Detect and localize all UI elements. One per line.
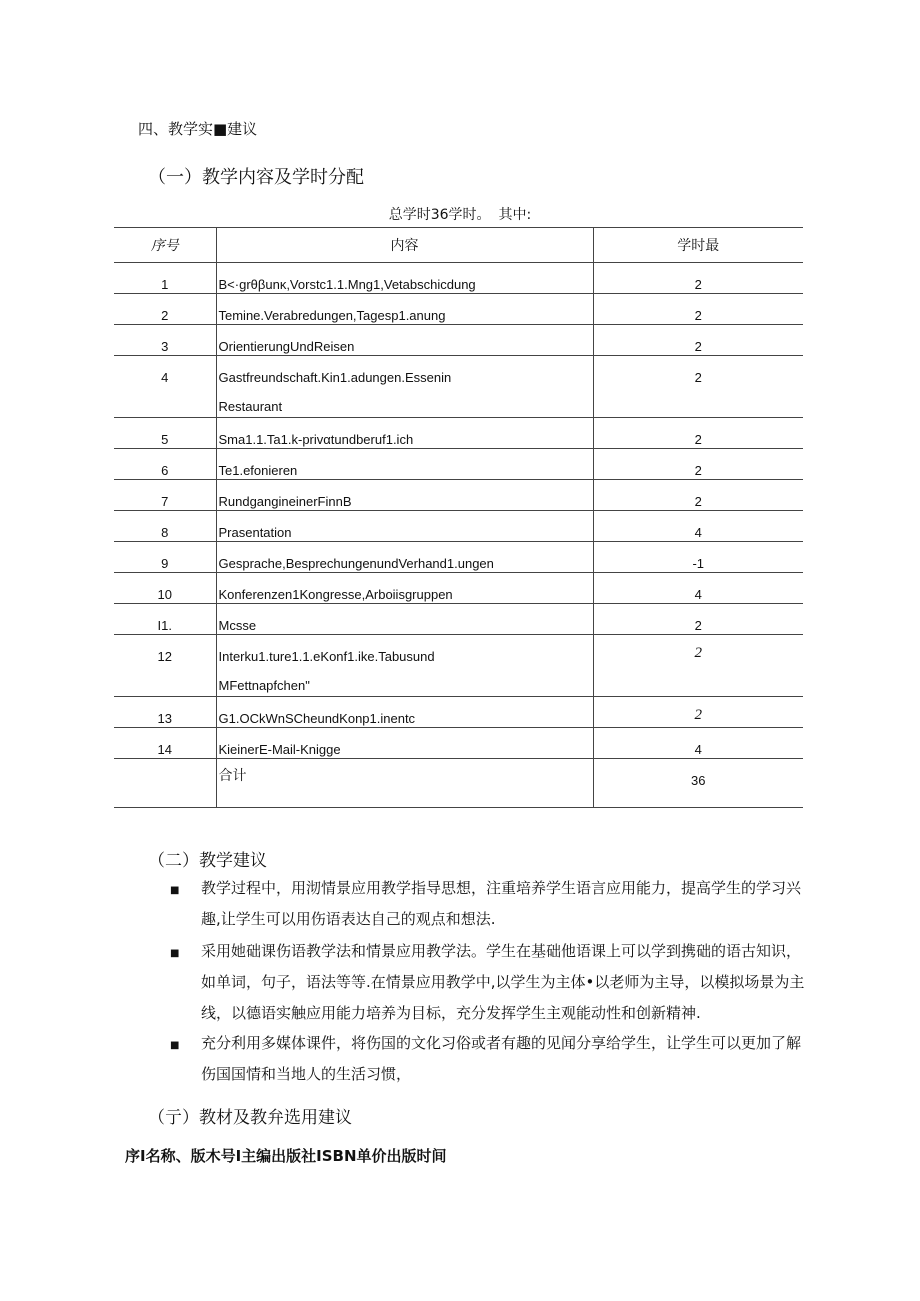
table-row	[114, 418, 803, 449]
bullet-marker-2: ■	[170, 948, 180, 959]
part1-heading: （一）教学内容及学时分配	[148, 167, 364, 188]
row-hours: 2	[593, 356, 803, 418]
table-row	[114, 635, 803, 697]
row-content: Gastfreundschaft.Kin1.adungen.Essenin	[218, 370, 452, 385]
row-seq: 9	[114, 542, 216, 573]
table-row	[114, 325, 803, 356]
row-hours: 2	[593, 604, 803, 635]
row-content-cell	[216, 542, 593, 573]
row-seq: 3	[114, 325, 216, 356]
row-content-cell	[216, 263, 593, 294]
row-hours: 4	[593, 511, 803, 542]
row-content-cell	[216, 356, 593, 418]
bullet-text-2: 采用她础课伤语教学法和情景应用教学法。学生在基础他语课上可以学到携础的语古知识，如单词，句子，语法等等.在情景应用教学中,以学生为主体•以老师为主导，以模拟场景为主线，以德语实触应用能力培养为目标，充分发挥学生主观能动性和创新精神.	[201, 942, 805, 1022]
row-seq: 8	[114, 511, 216, 542]
row-content: Prasentation	[218, 525, 292, 540]
row-seq: I1.	[114, 604, 216, 635]
row-hours: 2	[593, 294, 803, 325]
row-content: Sma1.1.Ta1.k-privαtundberuf1.ich	[218, 432, 414, 447]
row-content-cell	[216, 635, 593, 697]
row-content-cell	[216, 480, 593, 511]
row-content-cell	[216, 418, 593, 449]
row-seq: 5	[114, 418, 216, 449]
row-content: Te1.efonieren	[218, 463, 298, 478]
part3-heading: （亍）教材及教弁选用建议	[148, 1108, 352, 1128]
row-content-cell	[216, 511, 593, 542]
row-seq: 13	[114, 697, 216, 728]
row-content: B<·grθβunκ,Vorstc1.1.Mng1,Vetabschicdung	[218, 277, 476, 292]
table-row	[114, 604, 803, 635]
row-content-cell	[216, 325, 593, 356]
table-row	[114, 294, 803, 325]
row-hours: 2	[593, 449, 803, 480]
row-content: RundgangineinerFinnB	[218, 494, 352, 509]
row-hours: 4	[593, 728, 803, 759]
header-seq: 序号	[114, 228, 216, 263]
row-seq: 14	[114, 728, 216, 759]
row-seq: 10	[114, 573, 216, 604]
row-content-cell	[216, 294, 593, 325]
table-row	[114, 511, 803, 542]
row-seq: 6	[114, 449, 216, 480]
row-hours: -1	[593, 542, 803, 573]
table-row	[114, 480, 803, 511]
row-hours: 4	[593, 573, 803, 604]
total-hours-caption	[0, 204, 920, 224]
row-content: Mcsse	[218, 618, 257, 633]
row-content-cell	[216, 573, 593, 604]
row-content: G1.OCkWnSCheundKonp1.inentc	[218, 711, 416, 726]
table-body	[114, 263, 803, 808]
row-seq: 4	[114, 356, 216, 418]
row-hours: 2	[593, 325, 803, 356]
table-row	[114, 263, 803, 294]
table-row	[114, 356, 803, 418]
table-row	[114, 697, 803, 728]
row-content-cell	[216, 728, 593, 759]
row-seq: 1	[114, 263, 216, 294]
total-value: 36	[593, 759, 803, 808]
row-hours: 2	[593, 697, 803, 728]
row-content: Gesprache,BesprechungenundVerhand1.ungen	[218, 556, 494, 571]
total-hours-suffix: 其中:	[498, 207, 532, 223]
table-row	[114, 728, 803, 759]
part2-heading: （二）教学建议	[148, 851, 267, 871]
table-total-row	[114, 759, 803, 808]
header-hours: 学时最	[593, 228, 803, 263]
row-seq: 12	[114, 635, 216, 697]
row-content-cell	[216, 449, 593, 480]
row-content-cell	[216, 604, 593, 635]
total-label: 合计	[216, 759, 593, 808]
table-header-row	[114, 228, 803, 263]
row-hours: 2	[593, 480, 803, 511]
row-seq: 7	[114, 480, 216, 511]
total-seq-cell	[114, 759, 216, 808]
row-hours: 2	[593, 263, 803, 294]
bullet-text-3: 充分利用多媒体课件，将伤国的文化习俗或者有趣的见闻分享给学生，让学生可以更加了解伤国国情和当地人的生活习惯，	[201, 1034, 802, 1083]
bullet-marker-3: ■	[170, 1040, 180, 1051]
bullet-text-1: 教学过程中，用沏情景应用教学指导思想，注重培养学生语言应用能力，提高学生的学习兴趣,让学生可以用伤语表达自己的观点和想法.	[201, 879, 802, 928]
section-heading: 四、教学实■建议	[138, 120, 258, 138]
header-content: 内容	[216, 228, 593, 263]
row-content-line2: MFettnapfchen"	[218, 678, 310, 693]
row-content: Interku1.ture1.1.eKonf1.ike.Tabusund	[218, 649, 435, 664]
schedule-table	[114, 227, 803, 808]
row-content: KieinerE-Mail-Knigge	[218, 742, 341, 757]
row-hours: 2	[593, 418, 803, 449]
table-row	[114, 573, 803, 604]
total-hours-text: 总学时36学时。	[388, 207, 491, 223]
bullet-marker-1: ■	[170, 885, 180, 896]
row-content: OrientierungUndReisen	[218, 339, 355, 354]
table-row	[114, 449, 803, 480]
row-content-line2: Restaurant	[218, 399, 283, 414]
row-content: Temine.Verabredungen,Tagesp1.anung	[218, 308, 446, 323]
table-row	[114, 542, 803, 573]
textbook-table-header: 序I名称、版木号I主编出版社ISBN单价出版时间	[125, 1147, 447, 1165]
row-seq: 2	[114, 294, 216, 325]
row-content: Konferenzen1Kongresse,Arboiisgruppen	[218, 587, 453, 602]
row-content-cell	[216, 697, 593, 728]
row-hours: 2	[593, 635, 803, 697]
